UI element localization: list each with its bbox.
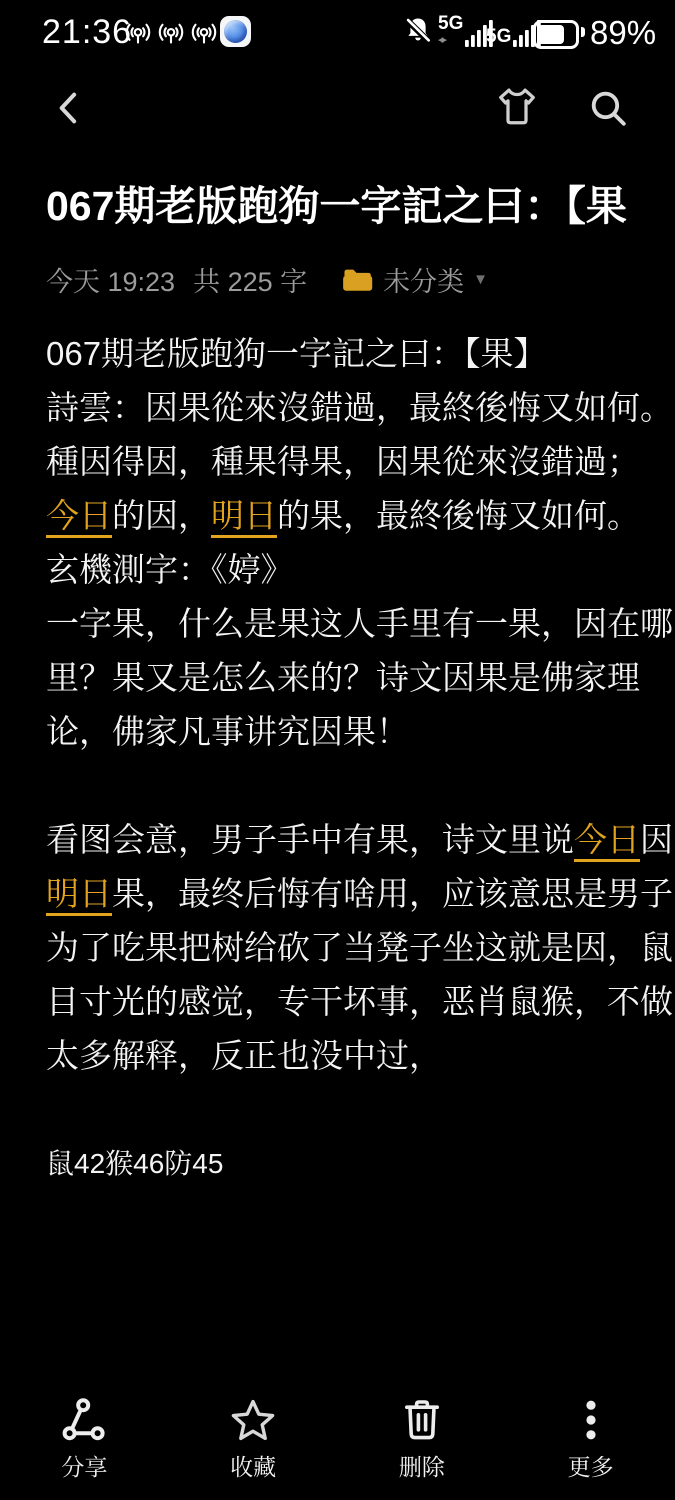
share-icon xyxy=(60,1396,108,1444)
body-text: 的果，最終後悔又如何。 xyxy=(277,497,640,534)
body-text: 目寸光的感觉，专干坏事，恶肖鼠猴，不做 xyxy=(46,983,673,1020)
body-line xyxy=(46,705,655,759)
note-meta xyxy=(46,258,488,300)
app-notification-icon xyxy=(220,16,251,47)
body-text: 果，最终后悔有啥用，应该意思是男子 xyxy=(112,875,673,912)
body-line xyxy=(46,975,673,1029)
mute-bell-icon xyxy=(402,15,434,47)
network-type-label: 5G xyxy=(438,13,464,34)
clock: 21:36 xyxy=(42,13,133,51)
body-line xyxy=(46,813,673,867)
share-button[interactable] xyxy=(0,1388,169,1500)
folder-name: 未分类 xyxy=(383,266,465,297)
body-text: 067期老版跑狗一字記之曰：【果】 xyxy=(46,335,547,372)
back-button[interactable] xyxy=(50,86,90,130)
hotspot-icon xyxy=(189,18,219,48)
data-arrows-icon: ◂▸ xyxy=(438,34,446,46)
network-type-label: 5G xyxy=(486,26,512,47)
delete-label: 删除 xyxy=(398,1454,445,1480)
trash-icon xyxy=(398,1396,446,1444)
more-label: 更多 xyxy=(567,1454,614,1480)
body-line xyxy=(46,1137,655,1191)
more-dots-icon xyxy=(567,1396,615,1444)
body-line xyxy=(46,921,673,975)
search-button[interactable] xyxy=(586,86,630,130)
body-text: 鼠42猴46防45 xyxy=(46,1148,224,1179)
battery-icon xyxy=(533,20,579,49)
body-line xyxy=(46,381,673,435)
note-date: 今天 19:23 xyxy=(46,266,176,297)
body-line xyxy=(46,759,655,813)
share-label: 分享 xyxy=(61,1454,108,1480)
body-text: 里？果又是怎么来的？诗文因果是佛家理 xyxy=(46,659,640,696)
inline-link[interactable]: 明日 xyxy=(211,497,277,534)
body-text: 的因， xyxy=(112,497,211,534)
delete-button[interactable] xyxy=(338,1388,507,1500)
inline-link[interactable]: 今日 xyxy=(574,821,640,858)
body-line xyxy=(46,489,655,543)
hotspot-icon xyxy=(123,18,153,48)
star-icon xyxy=(229,1396,277,1444)
status-bar xyxy=(0,0,675,62)
inline-link[interactable]: 今日 xyxy=(46,497,112,534)
body-line xyxy=(46,651,655,705)
battery-percent: 89% xyxy=(590,14,657,51)
body-text: 玄機測字：《婷》 xyxy=(46,551,294,588)
body-text: 看图会意，男子手中有果，诗文里说 xyxy=(46,821,574,858)
body-line xyxy=(46,1029,655,1083)
folder-selector[interactable] xyxy=(341,260,488,299)
favorite-button[interactable] xyxy=(169,1388,338,1500)
favorite-label: 收藏 xyxy=(230,1454,277,1480)
body-line xyxy=(46,327,655,381)
body-line xyxy=(46,867,673,921)
body-line xyxy=(46,543,655,597)
body-text: 因 xyxy=(640,821,673,858)
body-text: 詩雲：因果從來沒錯過，最終後悔又如何。 xyxy=(46,389,673,426)
bottom-toolbar xyxy=(0,1388,675,1500)
inline-link[interactable]: 明日 xyxy=(46,875,112,912)
top-toolbar xyxy=(0,80,675,144)
note-body[interactable] xyxy=(46,327,673,1191)
body-text: 種因得因，種果得果，因果從來沒錯過； xyxy=(46,443,640,480)
globe-icon xyxy=(224,20,247,43)
chevron-down-icon: ▼ xyxy=(473,270,488,288)
note-word-count: 共 225 字 xyxy=(193,266,308,297)
note-title: 067期老版跑狗一字記之曰：【果 xyxy=(46,183,627,229)
body-line xyxy=(46,435,655,489)
body-text: 为了吃果把树给砍了当凳子坐这就是因，鼠 xyxy=(46,929,673,966)
hotspot-icon xyxy=(156,18,186,48)
body-text: 一字果，什么是果这人手里有一果，因在哪 xyxy=(46,605,673,642)
body-text: 论，佛家凡事讲究因果！ xyxy=(46,713,409,750)
body-line xyxy=(46,597,673,651)
theme-shirt-button[interactable] xyxy=(494,84,540,130)
more-button[interactable] xyxy=(506,1388,675,1500)
body-line xyxy=(46,1083,655,1137)
battery-nub xyxy=(581,27,585,37)
folder-icon xyxy=(341,266,373,293)
body-text: 太多解释，反正也没中过， xyxy=(46,1037,442,1074)
